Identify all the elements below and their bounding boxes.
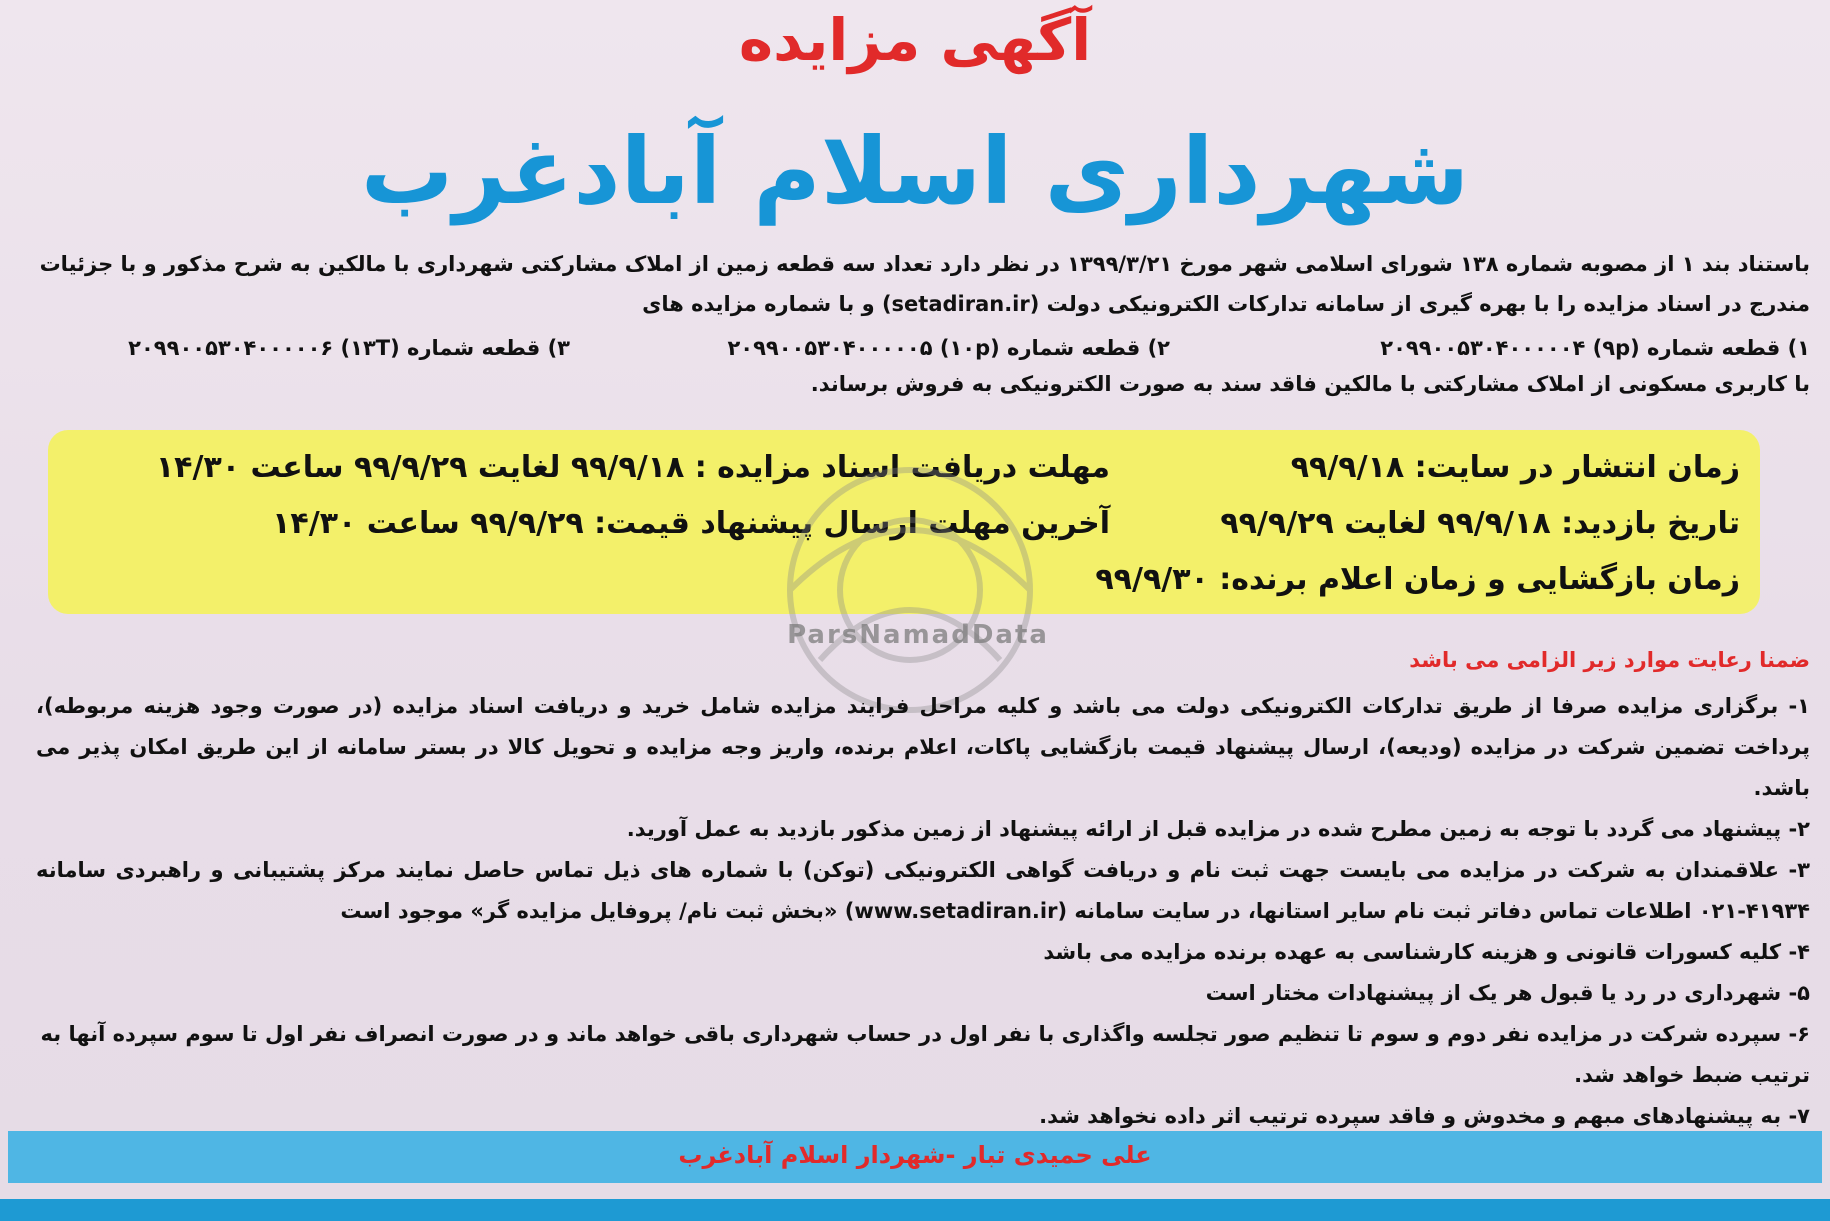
bottom-strip xyxy=(0,1199,1830,1221)
visit-date: تاریخ بازدید: ۹۹/۹/۱۸ لغایت ۹۹/۹/۲۹ xyxy=(1220,506,1740,541)
parcel-item: ۳) قطعه شماره (۱۳T) ۲۰۹۹۰۰۵۳۰۴۰۰۰۰۰۶ xyxy=(128,336,570,360)
condition-item: ۲- پیشنهاد می گردد با توجه به زمین مطرح شده در مزایده قبل از ارائه پیشنهاد از زمین مذکور بازدید به عمل آورید. xyxy=(626,817,1810,841)
parcel-item: ۱) قطعه شماره (۹p) ۲۰۹۹۰۰۵۳۰۴۰۰۰۰۰۴ xyxy=(1380,336,1810,360)
opening-time: زمان بازگشایی و زمان اعلام برنده: ۹۹/۹/۳۰ xyxy=(1095,562,1740,597)
signature: علی حمیدی تبار -شهردار اسلام آبادغرب xyxy=(678,1141,1152,1169)
announcement-title: آگهی مزایده xyxy=(738,6,1092,74)
publish-time: زمان انتشار در سایت: ۹۹/۹/۱۸ xyxy=(1290,450,1740,485)
conditions-header: ضمنا رعایت موارد زیر الزامی می باشد xyxy=(1409,648,1810,672)
condition-item: ۳- علاقمندان به شرکت در مزایده می بایست جهت ثبت نام و دریافت گواهی الکترونیکی (توکن) با شماره های ذیل تماس حاصل نمایند مرکز پشتیبانی و راهبردی سامانه ۴۱۹۳۴-۰۲۱ اطلاعات تماس دفاتر ثبت نام سایر استانها، در سایت سامانه (www.setadiran.ir) «بخش ثبت نام/ پروفایل مزایده گر» موجود است xyxy=(36,858,1810,923)
schedule-box xyxy=(48,430,1760,614)
condition-item: ۱- برگزاری مزایده صرفا از طریق تدارکات الکترونیکی دولت می باشد و کلیه مراحل فرایند مزایده شامل خرید و دریافت اسناد مزایده (در صورت وجود هزینه مربوطه)، پرداخت تضمین شرکت در مزایده (ودیعه)، ارسال پیشنهاد قیمت بازگشایی پاکات، اعلام برنده، واریز وجه مزایده و تحویل کالا در بستر سامانه از این طریق امکان پذیر می باشد. xyxy=(36,694,1810,800)
watermark-brand: ParsNamadData xyxy=(787,620,1049,650)
parcel-item: ۲) قطعه شماره (۱۰p) ۲۰۹۹۰۰۵۳۰۴۰۰۰۰۰۵ xyxy=(727,336,1170,360)
condition-item: ۵- شهرداری در رد یا قبول هر یک از پیشنهادات مختار است xyxy=(1205,981,1810,1005)
documents-deadline: مهلت دریافت اسناد مزایده : ۹۹/۹/۱۸ لغایت ۹۹/۹/۲۹ ساعت ۱۴/۳۰ xyxy=(155,450,1110,485)
parcel-list xyxy=(36,336,1810,376)
organization-title: شهرداری اسلام آبادغرب xyxy=(360,118,1470,225)
condition-item: ۶- سپرده شرکت در مزایده نفر دوم و سوم تا تنظیم صور تجلسه واگذاری با نفر اول در حساب شهرداری باقی خواهد ماند و در صورت انصراف نفر اول تا سوم سپرده آنها به ترتیب ضبط خواهد شد. xyxy=(40,1022,1810,1087)
intro-paragraph: باستناد بند ۱ از مصوبه شماره ۱۳۸ شورای اسلامی شهر مورخ ۱۳۹۹/۳/۲۱ در نظر دارد تعداد سه قطعه زمین از املاک مشارکتی شهرداری با مالکین به شرح مذکور و با جزئیات مندرج در اسناد مزایده را با بهره گیری از سامانه تدارکات الکترونیکی دولت (setadiran.ir) و با شماره مزایده های xyxy=(39,252,1810,316)
condition-item: ۴- کلیه کسورات قانونی و هزینه کارشناسی به عهده برنده مزایده می باشد xyxy=(1043,940,1810,964)
condition-item: ۷- به پیشنهادهای مبهم و مخدوش و فاقد سپرده ترتیب اثر داده نخواهد شد. xyxy=(1039,1104,1810,1128)
bid-deadline: آخرین مهلت ارسال پیشنهاد قیمت: ۹۹/۹/۲۹ ساعت ۱۴/۳۰ xyxy=(272,506,1110,541)
conditions-list xyxy=(36,686,1810,1178)
intro-closing: با کاربری مسکونی از املاک مشارکتی با مالکین فاقد سند به صورت الکترونیکی به فروش برساند. xyxy=(810,372,1810,396)
